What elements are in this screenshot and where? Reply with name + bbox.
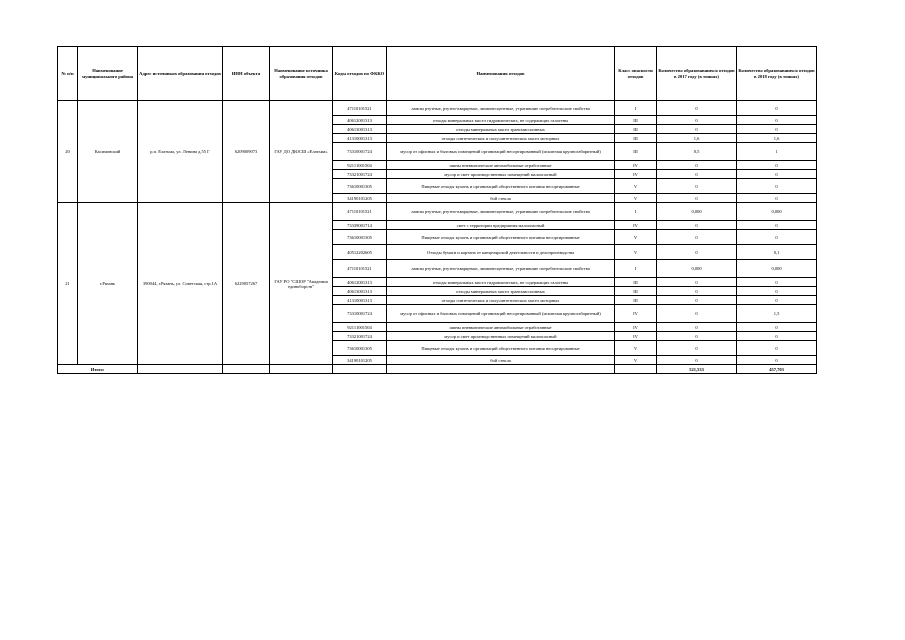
amount-2018: 1,6	[737, 134, 817, 143]
hazard-class: IV	[615, 323, 657, 332]
amount-2018: 0	[737, 125, 817, 134]
header-num: № п/п	[58, 47, 78, 101]
waste-name: смет с территории предприятия малоопасный	[387, 221, 615, 230]
waste-name: мусор и смет производственных помещений малоопасный	[387, 170, 615, 179]
hazard-class: IV	[615, 221, 657, 230]
hazard-class: IV	[615, 170, 657, 179]
waste-name: шины пневматические автомобильные отработанные	[387, 161, 615, 170]
table-body	[58, 101, 817, 374]
fkko-code: 40612001313	[333, 116, 387, 125]
row-number: 21	[58, 203, 78, 365]
total-row	[58, 365, 817, 374]
amount-2017: 0	[657, 278, 737, 287]
amount-2017: 0	[657, 332, 737, 341]
fkko-code: 73339001714	[333, 221, 387, 230]
district-name: Касимовский	[78, 101, 138, 203]
waste-name: Отходы бумаги и картона от канцелярской деятельности и делопроизводства	[387, 245, 615, 260]
header-hazard-class: Класс опасности отходов	[615, 47, 657, 101]
waste-name: Пищевые отходы кухонь и организаций общественного питания несортированные	[387, 179, 615, 194]
amount-2018: 1,5	[737, 305, 817, 323]
fkko-code: 40512202605	[333, 245, 387, 260]
fkko-code: 40613001313	[333, 125, 387, 134]
fkko-code: 73610001305	[333, 341, 387, 356]
waste-name: лампы ртутные, ртутно-кварцевые, люминесцентные, утратившие потребительские свойства	[387, 203, 615, 221]
hazard-class: I	[615, 101, 657, 116]
total-empty-cell	[270, 365, 333, 374]
amount-2017: 0	[657, 245, 737, 260]
hazard-class: V	[615, 194, 657, 203]
amount-2018: 0	[737, 323, 817, 332]
header-inn: ИНН объекта	[223, 47, 270, 101]
fkko-code: 41310001313	[333, 296, 387, 305]
amount-2017: 0	[657, 230, 737, 245]
waste-name: Пищевые отходы кухонь и организаций общественного питания несортированные	[387, 341, 615, 356]
hazard-class: III	[615, 143, 657, 161]
total-empty-cell	[333, 365, 387, 374]
total-empty-cell	[138, 365, 223, 374]
hazard-class: I	[615, 203, 657, 221]
fkko-code: 73610001305	[333, 179, 387, 194]
amount-2018: 0,000	[737, 203, 817, 221]
amount-2017: 0	[657, 341, 737, 356]
amount-2018: 0	[737, 161, 817, 170]
source-address: 390044, г.Рязань, ул. Советская, стр.1А	[138, 203, 223, 365]
fkko-code: 47110101521	[333, 260, 387, 278]
amount-2017: 0	[657, 323, 737, 332]
header-fkko-code: Коды отходов по ФККО	[333, 47, 387, 101]
waste-name: мусор от офисных и бытовых помещений организаций несортированный (исключая крупногабаритный)	[387, 143, 615, 161]
waste-name: бой стекла	[387, 194, 615, 203]
header-amount-2018: Количество образовавшихся отходов в 2018 году (в тоннах)	[737, 47, 817, 101]
amount-2018: 0,1	[737, 245, 817, 260]
amount-2018: 1	[737, 143, 817, 161]
amount-2017: 0	[657, 194, 737, 203]
waste-name: отходы синтетических и полусинтетических масел моторных	[387, 296, 615, 305]
header-amount-2017: Количество образовавшихся отходов в 2017 году (в тоннах)	[657, 47, 737, 101]
fkko-code: 92111001504	[333, 323, 387, 332]
fkko-code: 34190101205	[333, 194, 387, 203]
waste-name: отходы минеральных масел гидравлических, не содержащих галогены	[387, 278, 615, 287]
waste-name: отходы минеральных масел трансмиссионных	[387, 287, 615, 296]
fkko-code: 73610001305	[333, 230, 387, 245]
amount-2018: 0	[737, 341, 817, 356]
waste-name: шины пневматические автомобильные отработанные	[387, 323, 615, 332]
hazard-class: IV	[615, 161, 657, 170]
fkko-code: 73310001724	[333, 305, 387, 323]
waste-name: мусор и смет производственных помещений малоопасный	[387, 332, 615, 341]
hazard-class: III	[615, 134, 657, 143]
fkko-code: 47110101521	[333, 203, 387, 221]
amount-2017: 0	[657, 170, 737, 179]
amount-2018: 0	[737, 101, 817, 116]
amount-2017: 0	[657, 125, 737, 134]
hazard-class: III	[615, 125, 657, 134]
total-amount-2017: 521,533	[657, 365, 737, 374]
waste-name: бой стекла	[387, 356, 615, 365]
fkko-code: 73321001724	[333, 170, 387, 179]
header-address: Адрес источников образования отходов	[138, 47, 223, 101]
waste-name: лампы ртутные, ртутно-кварцевые, люминесцентные, утратившие потребительские свойства	[387, 101, 615, 116]
hazard-class: III	[615, 116, 657, 125]
hazard-class: III	[615, 278, 657, 287]
waste-name: Пищевые отходы кухонь и организаций общественного питания несортированные	[387, 230, 615, 245]
amount-2018: 0	[737, 221, 817, 230]
fkko-code: 40613001313	[333, 287, 387, 296]
amount-2018: 0	[737, 194, 817, 203]
amount-2018: 0	[737, 356, 817, 365]
waste-name: мусор от офисных и бытовых помещений организаций несортированный (исключая крупногабаритный)	[387, 305, 615, 323]
fkko-code: 73310001724	[333, 143, 387, 161]
fkko-code: 40612001313	[333, 278, 387, 287]
amount-2018: 0	[737, 332, 817, 341]
waste-report-table	[57, 46, 817, 374]
amount-2017: 0	[657, 287, 737, 296]
hazard-class: V	[615, 356, 657, 365]
inn-value: 6229057267	[223, 203, 270, 365]
amount-2017: 0,000	[657, 203, 737, 221]
source-address: р.п. Елатьма, ул. Ленина д.55 Г	[138, 101, 223, 203]
amount-2017: 0,5	[657, 143, 737, 161]
hazard-class: V	[615, 179, 657, 194]
hazard-class: V	[615, 341, 657, 356]
hazard-class: IV	[615, 332, 657, 341]
waste-name: отходы минеральных масел гидравлических, не содержащих галогены	[387, 116, 615, 125]
amount-2017: 0	[657, 221, 737, 230]
total-empty-cell	[615, 365, 657, 374]
hazard-class: V	[615, 245, 657, 260]
amount-2018: 0,000	[737, 260, 817, 278]
amount-2018: 0	[737, 287, 817, 296]
amount-2018: 0	[737, 278, 817, 287]
amount-2018: 0	[737, 230, 817, 245]
waste-name: лампы ртутные, ртутно-кварцевые, люминесцентные, утратившие потребительские свойства	[387, 260, 615, 278]
fkko-code: 34190101205	[333, 356, 387, 365]
fkko-code: 92111001504	[333, 161, 387, 170]
source-name: ГАУ ДО ДЮСШ «Елатьма»	[270, 101, 333, 203]
total-empty-cell	[223, 365, 270, 374]
amount-2018: 0	[737, 170, 817, 179]
district-name: г.Рязань	[78, 203, 138, 365]
total-label: Итого:	[58, 365, 138, 374]
hazard-class: III	[615, 296, 657, 305]
hazard-class: V	[615, 230, 657, 245]
amount-2017: 0,000	[657, 260, 737, 278]
fkko-code: 41310001313	[333, 134, 387, 143]
waste-name: отходы синтетических и полусинтетических масел моторных	[387, 134, 615, 143]
amount-2017: 0	[657, 356, 737, 365]
total-empty-cell	[387, 365, 615, 374]
fkko-code: 73321001724	[333, 332, 387, 341]
table-row	[58, 203, 817, 221]
fkko-code: 47110101521	[333, 101, 387, 116]
amount-2017: 0	[657, 179, 737, 194]
header-district: Наименование муниципального района	[78, 47, 138, 101]
hazard-class: I	[615, 260, 657, 278]
amount-2018: 0	[737, 179, 817, 194]
header-source: Наименование источника образования отходов	[270, 47, 333, 101]
amount-2018: 0	[737, 296, 817, 305]
amount-2017: 0	[657, 161, 737, 170]
amount-2017: 0	[657, 116, 737, 125]
inn-value: 6209009073	[223, 101, 270, 203]
amount-2017: 1,6	[657, 134, 737, 143]
row-number: 20	[58, 101, 78, 203]
waste-name: отходы минеральных масел трансмиссионных	[387, 125, 615, 134]
amount-2018: 0	[737, 116, 817, 125]
total-amount-2018: 457,703	[737, 365, 817, 374]
hazard-class: IV	[615, 305, 657, 323]
amount-2017: 0	[657, 296, 737, 305]
hazard-class: III	[615, 287, 657, 296]
source-name: ГАУ РО "СШОР "Академия единоборств"	[270, 203, 333, 365]
amount-2017: 0	[657, 305, 737, 323]
table-row	[58, 101, 817, 116]
header-waste-name: Наименования отходов	[387, 47, 615, 101]
table-header	[58, 47, 817, 101]
amount-2017: 0	[657, 101, 737, 116]
